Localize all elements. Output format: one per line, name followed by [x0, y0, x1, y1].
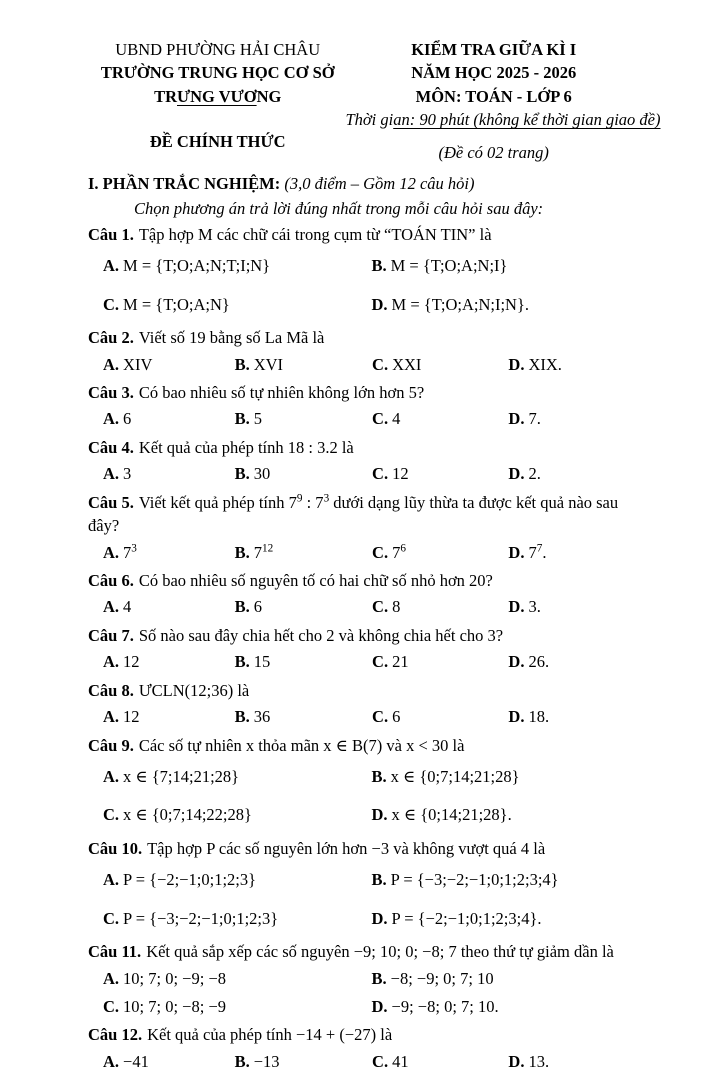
question-block [88, 381, 640, 433]
question-number: Câu 4. [88, 437, 134, 457]
option-item [103, 964, 372, 992]
option-item [103, 285, 372, 323]
option-item [103, 899, 372, 937]
question-text [88, 326, 640, 349]
option-item [235, 538, 372, 566]
option-label: A. [103, 968, 120, 988]
option-label: B. [371, 766, 387, 786]
exam-title-block [345, 38, 661, 164]
authority-line: UBND PHƯỜNG HẢI CHÂU [115, 40, 321, 59]
question-number: Câu 7. [88, 625, 134, 645]
option-label: D. [508, 597, 525, 617]
option-item [372, 350, 508, 378]
option-value: 6 [392, 707, 401, 727]
question-number: Câu 11. [88, 942, 142, 962]
question-block [88, 624, 640, 676]
option-label: C. [372, 409, 389, 429]
question-block [88, 223, 640, 323]
question-block [88, 1023, 640, 1075]
section-title [88, 172, 640, 195]
option-label: D. [508, 354, 525, 374]
option-label: A. [103, 256, 120, 276]
exponent: 12 [261, 542, 274, 555]
question-text [88, 491, 640, 538]
option-value: M = {T;O;A;N} [123, 294, 230, 314]
option-item [372, 459, 508, 487]
option-label: A. [103, 707, 120, 727]
option-value: 12 [392, 464, 409, 484]
option-value: x ∈ {0;7;14;22;28} [123, 805, 252, 825]
option-value: $7^3$ [123, 542, 137, 562]
question-statement: Số nào sau đây chia hết cho 2 và không chia hết cho 3? [138, 625, 504, 645]
time-underlined: an: 90 phút (không kể thời gian giao đề) [393, 110, 661, 130]
option-label: B. [234, 1051, 250, 1071]
exponent: 9 [296, 492, 303, 505]
option-label: A. [103, 409, 120, 429]
option-label: A. [103, 652, 120, 672]
option-label: B. [371, 870, 387, 890]
option-item [103, 860, 372, 898]
option-label: D. [508, 542, 525, 562]
time-limit-line [345, 108, 724, 131]
official-exam-label: ĐỀ CHÍNH THỨC [149, 132, 286, 152]
option-label: C. [372, 542, 389, 562]
question-statement: Viết số 19 bằng số La Mã là [138, 328, 325, 348]
option-value: x ∈ {0;7;14;21;28} [390, 766, 520, 786]
option-label: B. [234, 652, 250, 672]
option-value: 12 [123, 652, 140, 672]
option-label: C. [103, 294, 120, 314]
option-value: 36 [253, 707, 271, 727]
options-grid [88, 459, 640, 487]
options-grid [88, 964, 640, 1021]
option-item [103, 538, 235, 566]
option-value: −13 [253, 1051, 280, 1071]
option-value: x ∈ {7;14;21;28} [123, 766, 240, 786]
option-value: 3 [123, 464, 132, 484]
option-item [103, 757, 372, 795]
option-value: 18. [528, 707, 550, 727]
option-label: C. [103, 996, 120, 1016]
option-value: 4 [123, 597, 132, 617]
option-item [372, 246, 641, 284]
option-item [235, 1047, 372, 1075]
question-block [88, 679, 640, 731]
exponent: 6 [400, 542, 406, 555]
question-number: Câu 9. [88, 735, 134, 755]
question-block [88, 436, 640, 488]
question-text [88, 624, 640, 647]
option-item [372, 538, 508, 566]
option-label: B. [371, 968, 387, 988]
exponent: 3 [323, 492, 330, 505]
option-value: 15 [253, 652, 271, 672]
option-value: 6 [253, 597, 262, 617]
option-value: 21 [392, 652, 409, 672]
option-item [508, 459, 640, 487]
option-value: 8 [392, 597, 401, 617]
school-name-underlined: ƯNG VƯƠ [177, 86, 257, 106]
option-value: 5 [253, 409, 262, 429]
option-item [372, 860, 641, 898]
option-label: D. [508, 652, 525, 672]
option-value: −8; −9; 0; 7; 10 [390, 968, 494, 988]
option-item [508, 350, 640, 378]
option-value: M = {T;O;A;N;I;N}. [391, 294, 529, 314]
question-statement: ƯCLN(12;36) là [138, 680, 250, 700]
option-value: 3. [528, 597, 541, 617]
question-text [88, 436, 640, 459]
question-statement: Kết quả của phép tính 18 : 3.2 là [138, 437, 354, 457]
option-label: A. [103, 870, 120, 890]
option-item [372, 757, 641, 795]
option-value: 7. [528, 409, 541, 429]
question-block [88, 491, 640, 566]
option-value: 13. [528, 1051, 550, 1071]
option-label: D. [508, 464, 525, 484]
option-item [372, 404, 508, 432]
school-name-pre: TR [154, 86, 177, 106]
option-label: B. [234, 542, 250, 562]
exponent: 3 [131, 542, 137, 555]
option-label: C. [103, 805, 120, 825]
option-item [103, 795, 372, 833]
question-text [88, 569, 640, 592]
option-value: 41 [392, 1051, 409, 1071]
questions-list [88, 223, 640, 1075]
option-item [103, 459, 235, 487]
question-statement: Viết kết quả phép tính $7^9$ : $7^3$ dưới dạng lũy thừa ta được kết quả nào sau đây? [88, 492, 619, 536]
option-label: C. [372, 464, 389, 484]
option-label: B. [234, 597, 250, 617]
option-label: D. [508, 1051, 525, 1071]
section-title-italic: (3,0 điểm – Gồm 12 câu hỏi) [280, 174, 475, 194]
option-value: 4 [392, 409, 401, 429]
option-item [372, 592, 508, 620]
option-value: XIX. [528, 354, 562, 374]
option-item [235, 702, 372, 730]
option-value: P = {−3;−2;−1;0;1;2;3;4} [390, 870, 559, 890]
question-number: Câu 12. [88, 1025, 143, 1045]
option-item [508, 647, 640, 675]
option-value: −9; −8; 0; 7; 10. [391, 996, 499, 1016]
section-instruction: Chọn phương án trả lời đúng nhất trong mỗi câu hỏi sau đây: [134, 198, 544, 218]
question-text [88, 734, 640, 757]
question-text [88, 1023, 640, 1046]
question-statement: Các số tự nhiên x thỏa mãn x ∈ B(7) và x < 30 là [138, 735, 465, 755]
option-label: B. [234, 409, 250, 429]
question-statement: Có bao nhiêu số nguyên tố có hai chữ số nhỏ hơn 20? [138, 571, 493, 591]
question-text [88, 381, 640, 404]
option-label: D. [371, 294, 388, 314]
option-item [508, 592, 640, 620]
option-label: A. [103, 354, 120, 374]
option-value: x ∈ {0;14;21;28}. [391, 805, 512, 825]
question-statement: Kết quả sắp xếp các số nguyên −9; 10; 0; −8; 7 theo thứ tự giảm dần là [146, 942, 614, 962]
option-label: C. [103, 908, 120, 928]
options-grid [88, 757, 640, 834]
option-label: D. [508, 409, 525, 429]
option-item [103, 246, 372, 284]
question-number: Câu 1. [88, 224, 134, 244]
options-grid [88, 246, 640, 323]
question-number: Câu 2. [88, 328, 134, 348]
options-grid [88, 350, 640, 378]
question-block [88, 837, 640, 937]
option-label: A. [103, 464, 120, 484]
option-item [235, 404, 372, 432]
options-grid [88, 860, 640, 937]
option-item [372, 964, 641, 992]
option-value: 6 [123, 409, 132, 429]
school-year: NĂM HỌC 2025 - 2026 [411, 63, 577, 83]
option-label: D. [508, 707, 525, 727]
options-grid [88, 538, 640, 566]
option-label: A. [103, 542, 120, 562]
option-value: −41 [123, 1051, 149, 1071]
school-type-line: TRƯỜNG TRUNG HỌC CƠ SỞ [100, 63, 335, 83]
option-item [103, 404, 235, 432]
option-item [372, 285, 641, 323]
question-number: Câu 5. [88, 492, 134, 512]
question-text [88, 837, 640, 860]
option-item [103, 1047, 235, 1075]
options-grid [88, 647, 640, 675]
option-label: D. [371, 996, 388, 1016]
option-item [372, 702, 508, 730]
option-label: A. [103, 1051, 120, 1071]
option-label: C. [372, 652, 389, 672]
option-value: XXI [392, 354, 422, 374]
option-label: C. [372, 354, 389, 374]
time-prefix: Thời gi [345, 110, 394, 130]
question-statement: Kết quả của phép tính −14 + (−27) là [147, 1025, 393, 1045]
question-statement: Tập hợp M các chữ cái trong cụm từ “TOÁN TIN” là [138, 224, 492, 244]
exam-title: KIỂM TRA GIỮA KÌ I [411, 40, 577, 59]
subject-grade: MÔN: TOÁN - LỚP 6 [415, 86, 572, 106]
question-number: Câu 10. [88, 838, 143, 858]
option-label: B. [234, 354, 250, 374]
option-label: B. [234, 707, 250, 727]
option-label: A. [103, 766, 120, 786]
section-title-bold: I. PHẦN TRẮC NGHIỆM: [88, 174, 281, 194]
exponent: 7 [536, 542, 543, 555]
option-value: M = {T;O;A;N;I} [390, 256, 508, 276]
option-item [235, 592, 372, 620]
school-name-post: NG [256, 86, 282, 106]
option-label: D. [371, 908, 388, 928]
option-item [235, 459, 372, 487]
option-item [372, 992, 641, 1020]
exam-header [88, 38, 661, 164]
option-label: B. [234, 464, 250, 484]
options-grid [88, 1047, 640, 1075]
pages-note: (Đề có 02 trang) [438, 142, 549, 162]
option-value: 2. [528, 464, 541, 484]
option-item [103, 592, 235, 620]
option-item [103, 350, 235, 378]
question-statement: Tập hợp P các số nguyên lớn hơn −3 và không vượt quá 4 là [147, 838, 546, 858]
option-value: 12 [123, 707, 140, 727]
option-item [235, 350, 372, 378]
question-block [88, 326, 640, 378]
question-number: Câu 3. [88, 383, 134, 403]
option-value: $7^7$. [528, 542, 547, 562]
option-value: 30 [253, 464, 271, 484]
option-item [372, 1047, 508, 1075]
question-text [88, 679, 640, 702]
options-grid [88, 702, 640, 730]
option-item [508, 404, 640, 432]
option-item [372, 795, 641, 833]
question-block [88, 940, 640, 1020]
option-item [508, 538, 640, 566]
option-value: XVI [253, 354, 284, 374]
option-label: C. [372, 597, 389, 617]
option-value: $7^{12}$ [253, 542, 274, 562]
question-block [88, 734, 640, 834]
option-value: XIV [123, 354, 153, 374]
option-value: P = {−3;−2;−1;0;1;2;3} [123, 908, 279, 928]
options-grid [88, 404, 640, 432]
question-number: Câu 8. [88, 680, 134, 700]
options-grid [88, 592, 640, 620]
option-item [372, 647, 508, 675]
option-item [103, 647, 235, 675]
option-label: C. [372, 707, 389, 727]
option-value: $7^6$ [392, 542, 406, 562]
school-name-line [88, 85, 347, 108]
question-number: Câu 6. [88, 571, 134, 591]
question-statement: Có bao nhiêu số tự nhiên không lớn hơn 5? [138, 383, 425, 403]
question-text [88, 223, 640, 246]
option-value: P = {−2;−1;0;1;2;3} [123, 870, 257, 890]
issuing-authority-block [88, 38, 347, 154]
option-item [103, 702, 235, 730]
option-item [508, 1047, 640, 1075]
question-block [88, 569, 640, 621]
option-item [235, 647, 372, 675]
option-value: 10; 7; 0; −8; −9 [123, 996, 226, 1016]
question-text [88, 940, 640, 963]
option-value: 26. [528, 652, 550, 672]
option-value: P = {−2;−1;0;1;2;3;4}. [391, 908, 542, 928]
option-label: C. [372, 1051, 389, 1071]
option-item [103, 992, 372, 1020]
option-label: A. [103, 597, 120, 617]
option-label: D. [371, 805, 388, 825]
option-item [508, 702, 640, 730]
option-item [372, 899, 641, 937]
option-value: M = {T;O;A;N;T;I;N} [123, 256, 271, 276]
option-value: 10; 7; 0; −9; −8 [123, 968, 226, 988]
option-label: B. [371, 256, 387, 276]
